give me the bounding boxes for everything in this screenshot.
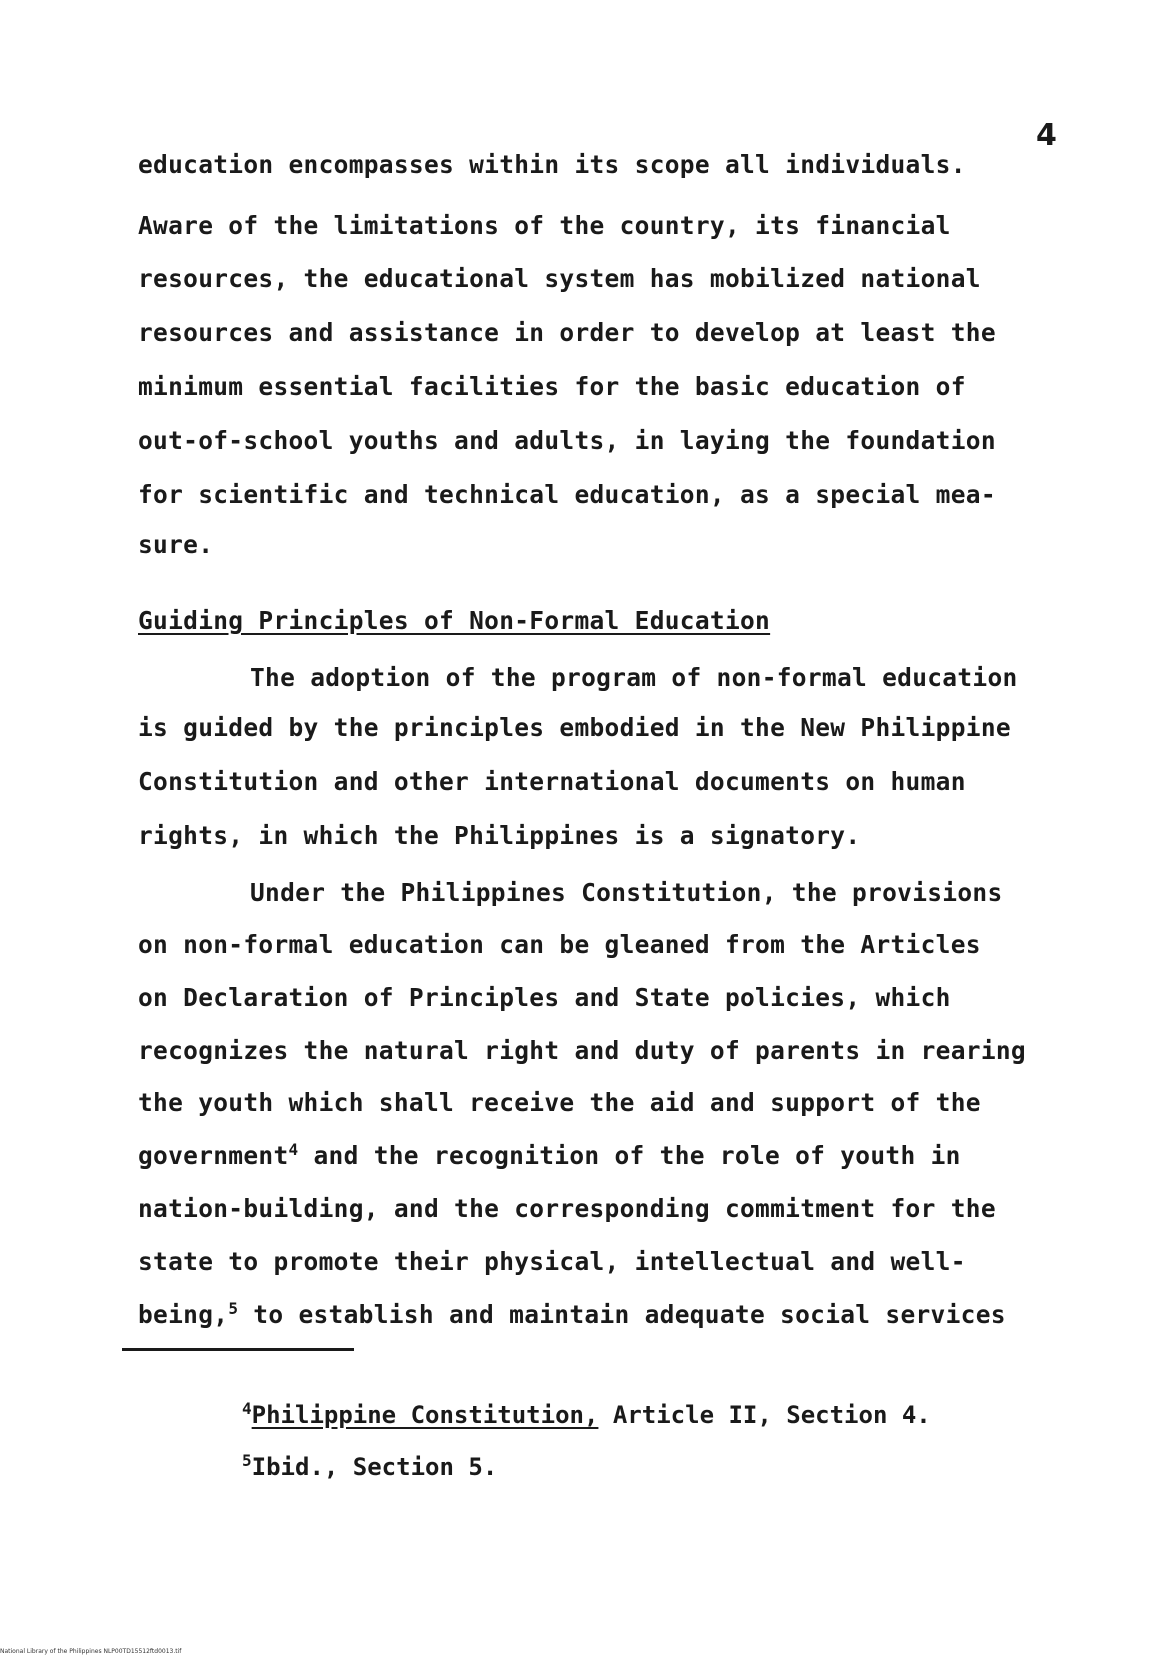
paragraph-1-line: resources, the educational system has mobilized national	[138, 264, 981, 293]
line-text: and the recognition of the role of youth in	[298, 1141, 961, 1170]
page-number: 4	[1036, 118, 1057, 153]
footnote-source: Philippine Constitution,	[251, 1401, 599, 1429]
line-text: government	[138, 1141, 289, 1170]
footnote-text: Ibid., Section 5.	[251, 1453, 498, 1481]
paragraph-2-line: is guided by the principles embodied in the New Philippine	[138, 713, 1011, 742]
footnote-reference-5: 5	[228, 1298, 239, 1318]
paragraph-1-line: Aware of the limitations of the country, its financial	[138, 211, 951, 240]
scan-caption: National Library of the Philippines NLP00TD15512ftd0013.tif	[0, 1648, 182, 1655]
paragraph-1-line: resources and assistance in order to develop at least the	[138, 318, 996, 347]
paragraph-3-line: recognizes the natural right and duty of parents in rearing	[138, 1036, 1026, 1065]
paragraph-1-line: out-of-school youths and adults, in laying the foundation	[138, 426, 996, 455]
footnote-text: Article II, Section 4.	[598, 1401, 931, 1429]
footnote-reference-4: 4	[288, 1139, 299, 1159]
paragraph-1-line: minimum essential facilities for the basic education of	[138, 372, 966, 401]
paragraph-2-line: Constitution and other international documents on human	[138, 767, 966, 796]
footnote-number: 5	[242, 1451, 252, 1470]
paragraph-3-line: on Declaration of Principles and State policies, which	[138, 983, 951, 1012]
paragraph-3-line	[138, 1300, 1006, 1330]
footnote-number: 4	[242, 1399, 252, 1418]
paragraph-3-line	[138, 1141, 961, 1171]
paragraph-1-line: education encompasses within its scope all individuals.	[138, 150, 966, 179]
footnote-4	[242, 1400, 931, 1430]
section-heading: Guiding Principles of Non-Formal Education	[138, 606, 771, 635]
paragraph-3-line: state to promote their physical, intellectual and well-	[138, 1247, 966, 1276]
paragraph-1-line: for scientific and technical education, as a special mea-	[138, 480, 996, 509]
paragraph-1-line: sure.	[138, 530, 214, 559]
paragraph-2-line: rights, in which the Philippines is a signatory.	[138, 821, 861, 850]
paragraph-3-line: nation-building, and the corresponding commitment for the	[138, 1194, 996, 1223]
paragraph-3-line: Under the Philippines Constitution, the provisions	[250, 878, 1003, 907]
paragraph-3-line: on non-formal education can be gleaned from the Articles	[138, 930, 981, 959]
paragraph-2-line: The adoption of the program of non-formal education	[250, 663, 1018, 692]
paragraph-3-line: the youth which shall receive the aid and support of the	[138, 1088, 981, 1117]
footnote-5	[242, 1452, 497, 1482]
line-text: being,	[138, 1300, 229, 1329]
line-text: to establish and maintain adequate social services	[238, 1300, 1006, 1329]
footnote-separator	[122, 1348, 354, 1351]
